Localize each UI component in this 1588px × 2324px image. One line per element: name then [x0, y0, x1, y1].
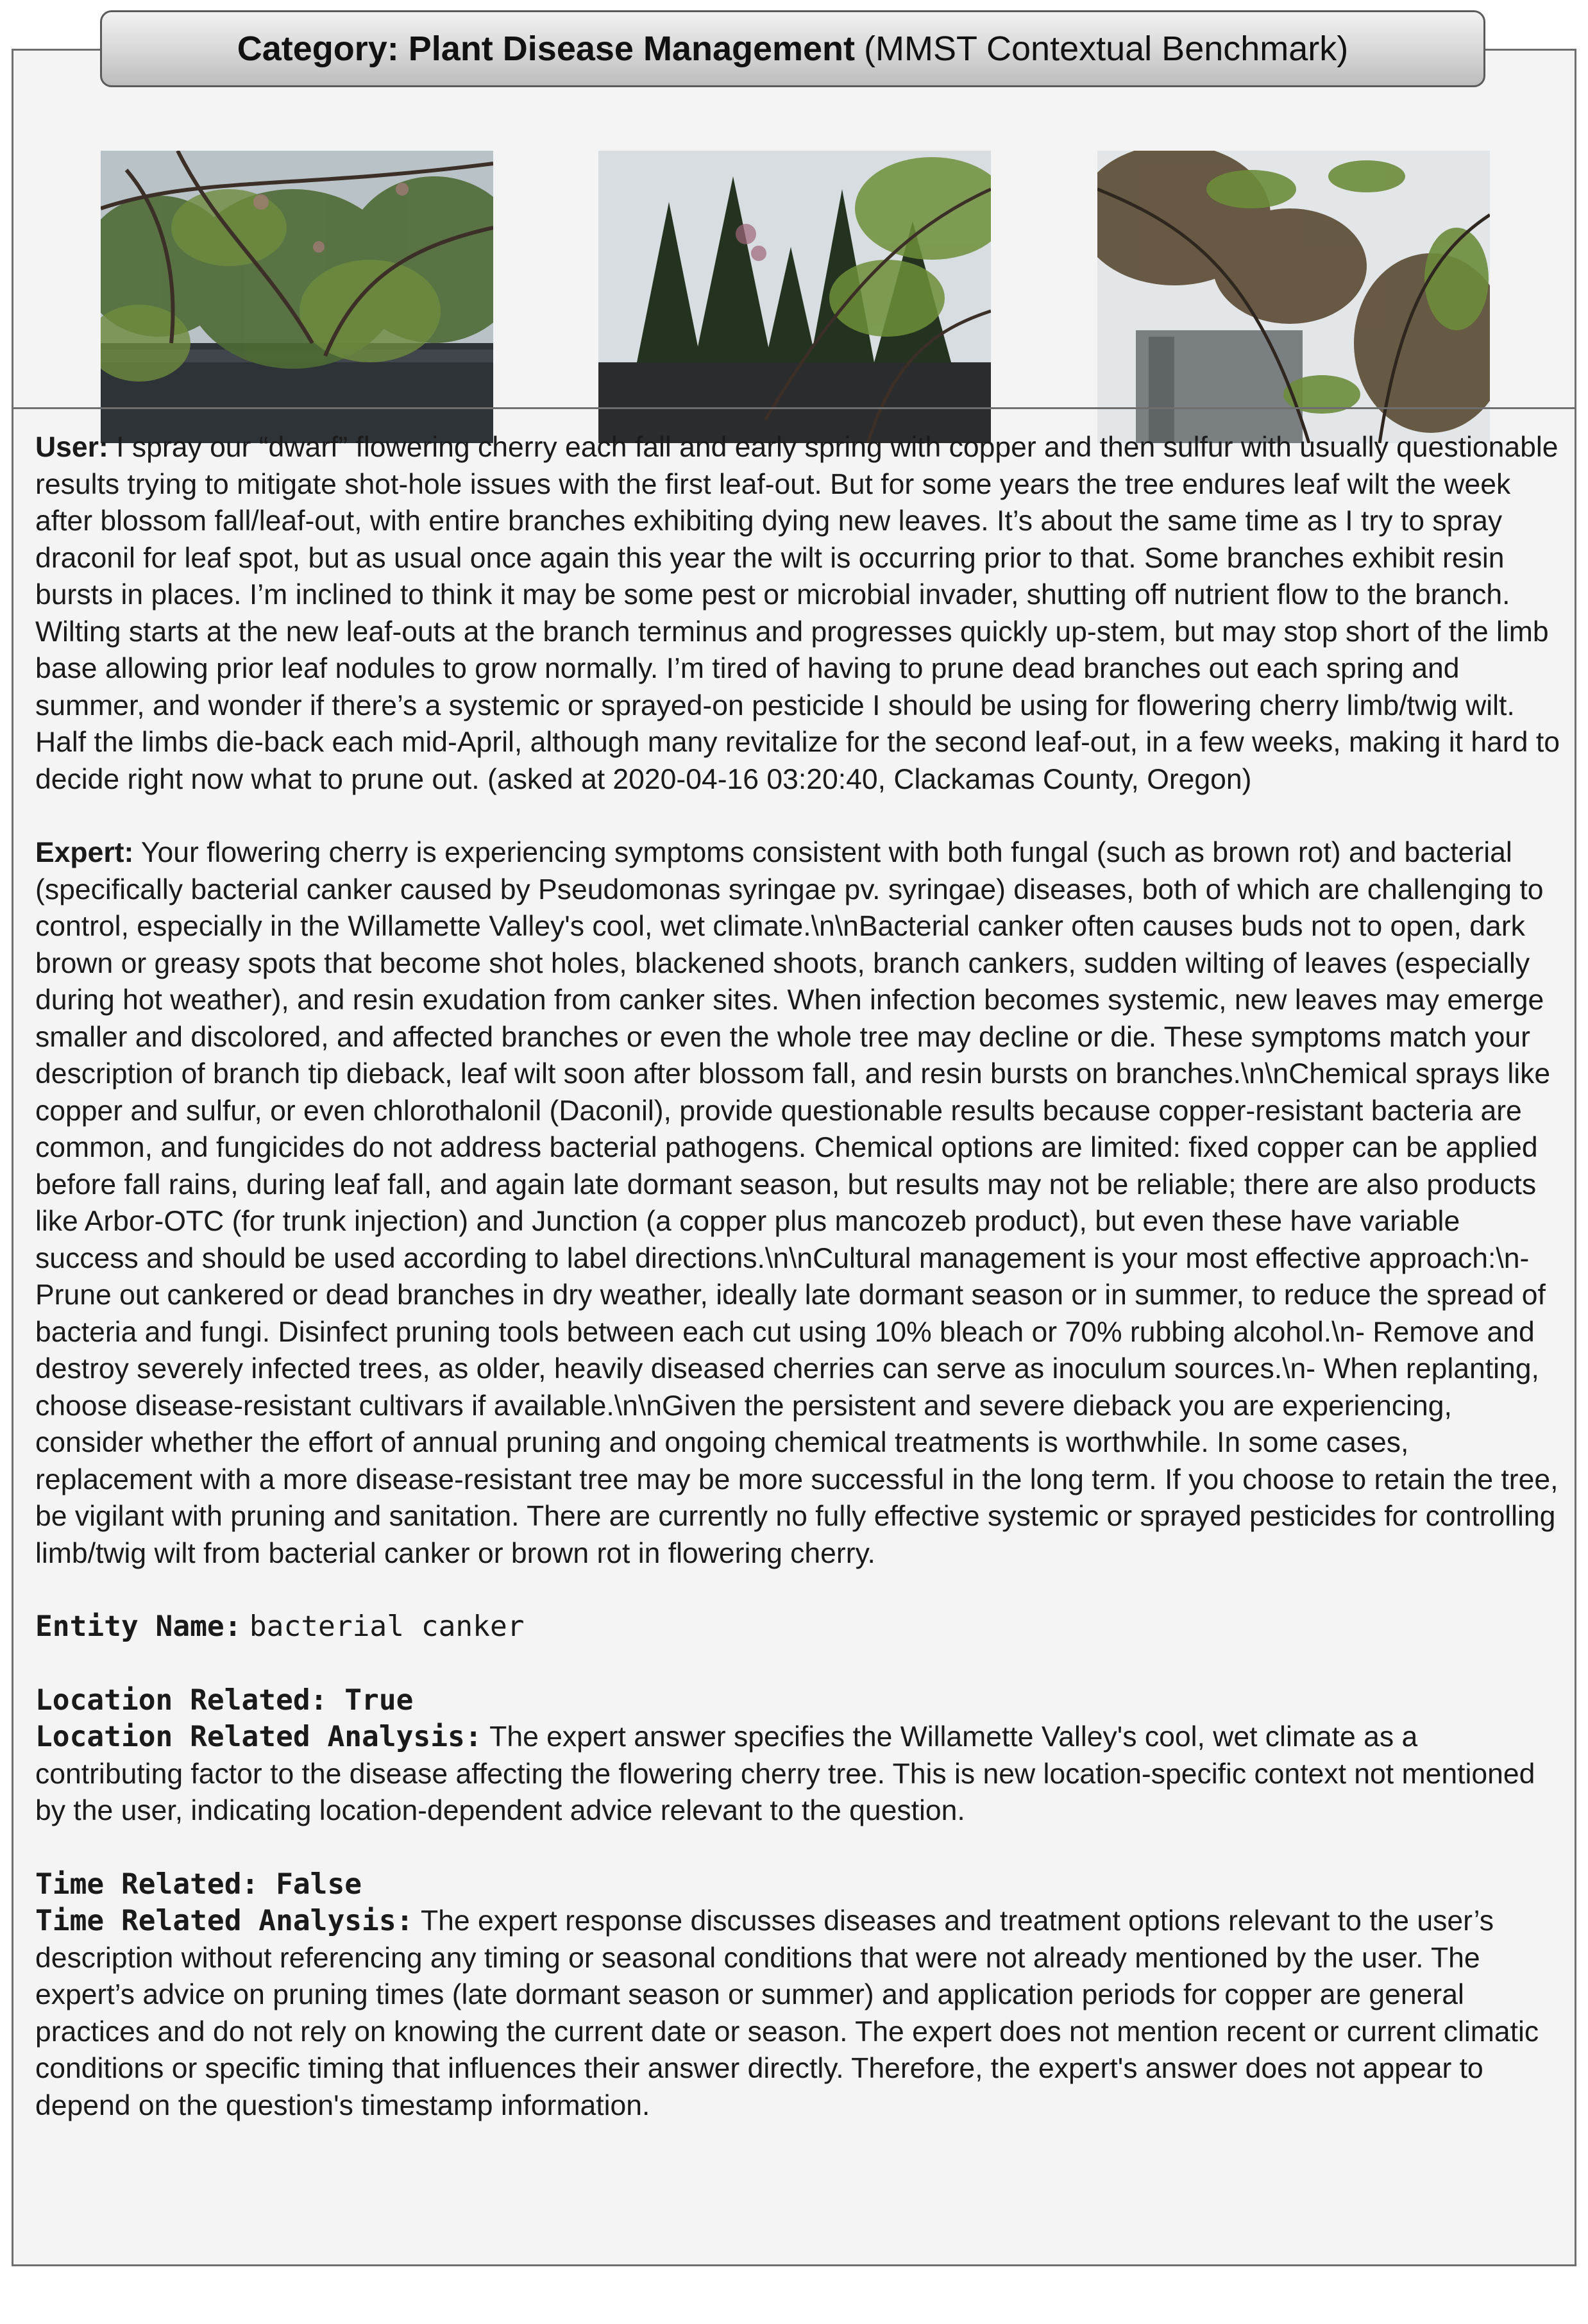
time-related-label: Time Related: False — [35, 1867, 362, 1901]
entity-section — [35, 1608, 1562, 1646]
category-title-bold: Category: Plant Disease Management — [237, 29, 856, 68]
expert-label: Expert: — [35, 837, 134, 868]
category-title-rest: (MMST Contextual Benchmark) — [864, 29, 1349, 68]
section-divider — [13, 407, 1575, 409]
time-section — [35, 1866, 1562, 2125]
content-frame — [12, 49, 1576, 2266]
expert-text: Your flowering cherry is experiencing symptoms consistent with both fungal (such as brown rot) and bacterial (specifically bacterial canker caused by Pseudomonas syringae pv. syringae) diseases, both of which are challenging to control, especially in the Willamette Valley's cool, wet climate.\n\nBacterial canker often causes buds not to open, dark brown or greasy spots that become shot holes, blackened shoots, branch cankers, sudden wilting of leaves (especially during hot weather), and resin exudation from canker sites. When infection becomes systemic, new leaves may emerge smaller and discolored, and affected branches or even the whole tree may decline or die. These symptoms match your description of branch tip dieback, leaf wilt soon after blossom fall, and resin bursts on branches.\n\nChemical sprays like copper and sulfur, or even chlorothalonil (Daconil), provide questionable results because copper-resistant bacteria are common, and fungicides do not address bacterial pathogens. Chemical options are limited: fixed copper can be applied before fall rains, during leaf fall, and again late dormant season, but results may not be reliable; there are also products like Arbor-OTC (for trunk injection) and Junction (a copper plus mancozeb product), but even these have variable success and should be used according to label directions.\n\nCultural management is your most effective approach:\n- Prune out cankered or dead branches in dry weather, ideally late dormant season or in summer, to reduce the spread of bacteria and fungi. Disinfect pruning tools between each cut using 10% bleach or 70% rubbing alcohol.\n- Remove and destroy severely infected trees, as older, heavily diseased cherries can serve as inoculum sources.\n- When replanting, choose disease-resistant cultivars if available.\n\nGiven the persistent and severe dieback you are experiencing, consider whether the effort of annual pruning and ongoing chemical treatments is worthwhile. In some cases, replacement with a more disease-resistant tree may be more successful in the long term. If you choose to retain the tree, be vigilant with pruning and sanitation. There are currently no fully effective systemic or sprayed pesticides for controlling limb/twig wilt from bacterial canker or brown rot in flowering cherry. — [35, 837, 1558, 1569]
time-analysis-text: The expert response discusses diseases and treatment options relevant to the user’s description without referencing any timing or seasonal conditions that were not already mentioned by the user. The expert’s advice on pruning times (late dormant season or summer) and application periods for copper are general practices and do not rely on knowing the current date or season. The expert does not mention recent or current climatic conditions or specific timing that influences their answer directly. Therefore, the expert's answer does not appear to depend on the question's timestamp information. — [35, 1905, 1539, 2121]
time-analysis-label: Time Related Analysis: — [35, 1905, 414, 1937]
user-text: I spray our “dwarf” flowering cherry each fall and early spring with copper and then sulfur with usually questionable results trying to mitigate shot-hole issues with the first leaf-out. But for some years the tree endures leaf wilt the week after blossom fall/leaf-out, with entire branches exhibiting dying new leaves. It’s about the same time as I try to spray draconil for leaf spot, but as usual once again this year the wilt is occurring prior to that. Some branches exhibit resin bursts in places. I’m inclined to think it may be some pest or microbial invader, shutting off nutrient flow to the branch. Wilting starts at the new leaf-outs at the branch terminus and progresses quickly up-stem, but may stop short of the limb base allowing prior leaf nodules to grow normally. I’m tired of having to prune dead branches out each spring and summer, and wonder if there’s a systemic or sprayed-on pesticide I should be using for flowering cherry limb/twig wilt. Half the limbs die-back each mid-April, although many revitalize for the second leaf-out, in a few weeks, making it hard to decide right now what to prune out. (asked at 2020-04-16 03:20:40, Clackamas County, Oregon) — [35, 432, 1560, 795]
user-question — [35, 429, 1562, 798]
entity-value: bacterial canker — [249, 1610, 525, 1643]
user-label: User: — [35, 432, 108, 463]
entity-label: Entity Name: — [35, 1610, 242, 1643]
location-section — [35, 1682, 1562, 1830]
location-analysis-label: Location Related Analysis: — [35, 1721, 482, 1753]
cherry-tree-photo-3 — [1097, 151, 1490, 443]
cherry-tree-photo-2 — [598, 151, 991, 443]
category-title — [100, 10, 1485, 87]
qa-content — [35, 429, 1562, 2160]
location-analysis-text: The expert answer specifies the Willamette Valley's cool, wet climate as a contributing factor to the disease affecting the flowering cherry tree. This is new location-specific context not mentioned by the user, indicating location-dependent advice relevant to the question. — [35, 1721, 1535, 1826]
image-strip — [13, 99, 1575, 407]
cherry-tree-photo-1 — [101, 151, 493, 443]
location-related-label: Location Related: True — [35, 1683, 414, 1717]
expert-answer — [35, 834, 1562, 1572]
